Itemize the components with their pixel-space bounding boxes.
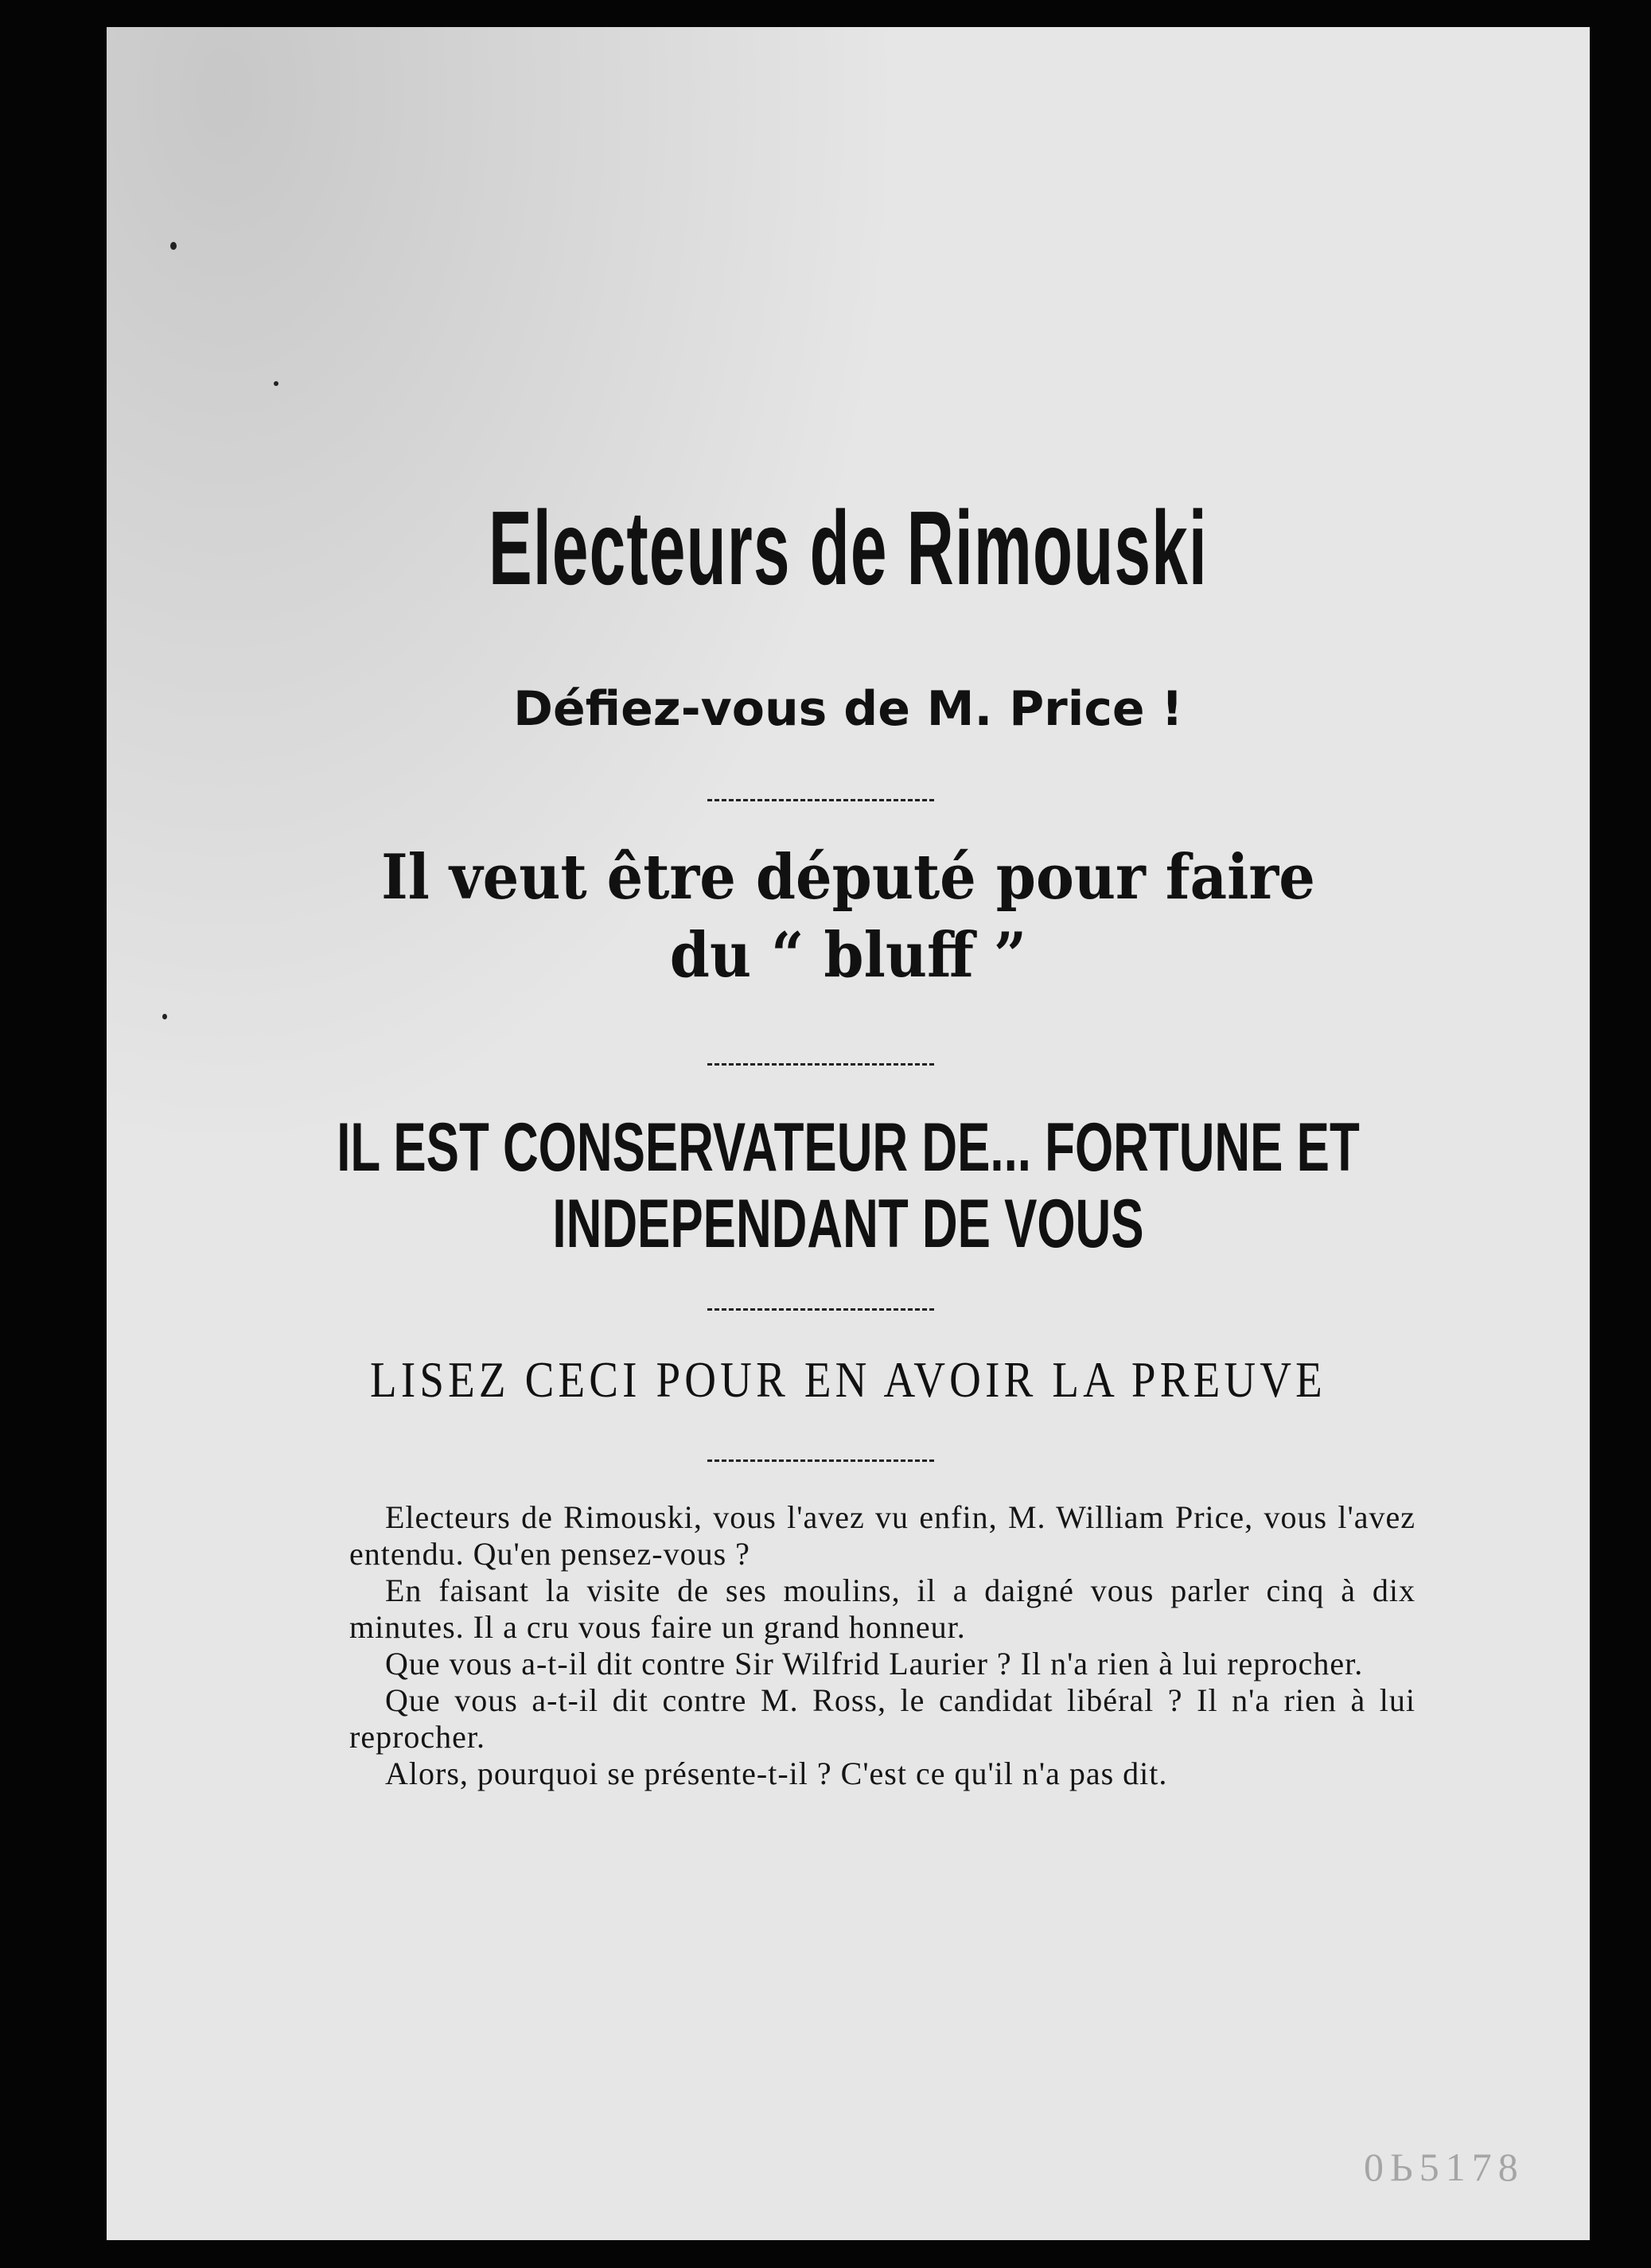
divider-rule [707,799,934,801]
paragraph: Electeurs de Rimouski, vous l'avez vu enfin, M. William Price, vous l'avez entendu. Qu'en pensez-vous ? [349,1499,1415,1572]
divider-rule [707,1308,934,1311]
ink-speck [170,242,177,250]
paragraph: Que vous a-t-il dit contre Sir Wilfrid Laurier ? Il n'a rien à lui reprocher. [385,1646,1364,1682]
paragraph: En faisant la visite de ses moulins, il a daigné vous parler cinq à dix minutes. Il a cru vous faire un grand honneur. [349,1572,1415,1645]
caps-line-2: INDEPENDANT DE VOUS [552,1186,1144,1262]
headline-line-1: Il veut être député pour faire [381,841,1315,914]
paragraph: Que vous a-t-il dit contre M. Ross, le candidat libéral ? Il n'a rien à lui reprocher. [349,1682,1415,1755]
body-text [349,1499,1415,1792]
headline [166,839,1531,995]
archive-stamp: 0Ь5178 [1364,2145,1524,2189]
divider-rule [707,1459,934,1462]
divider-rule [707,1063,934,1066]
caps-statement [314,1109,1382,1262]
headline-line-2: du “ bluff ” [669,919,1027,992]
ink-speck [274,381,278,386]
poster-title: Electeurs de Rimouski [489,489,1208,606]
paper-sheet [107,27,1590,2240]
poster-subtitle: Défiez-vous de M. Price ! [513,681,1183,737]
ink-speck [162,1014,167,1019]
paragraph: Alors, pourquoi se présente-t-il ? C'est ce qu'il n'a pas dit. [385,1756,1168,1791]
caps-line-1: IL EST CONSERVATEUR DE... FORTUNE ET [337,1109,1360,1186]
proof-line: LISEZ CECI POUR EN AVOIR LA PREUVE [370,1351,1326,1408]
